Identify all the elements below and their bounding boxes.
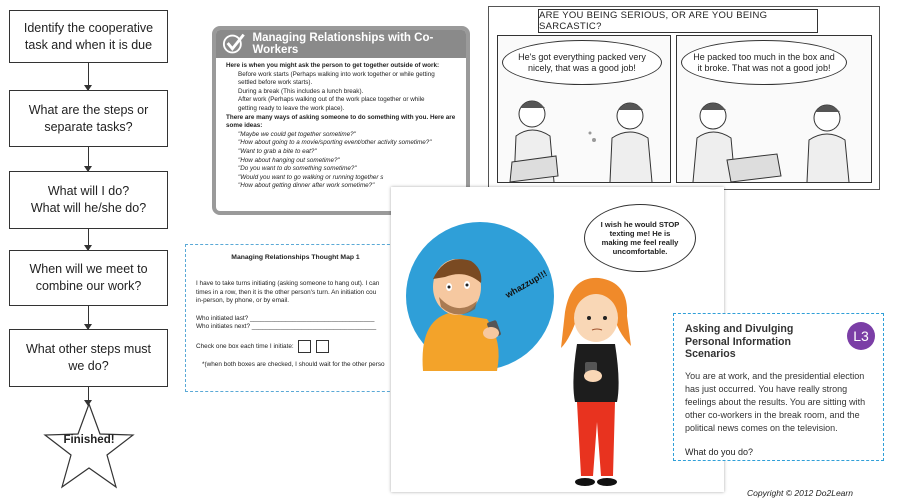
girl-texting-illustration	[551, 272, 641, 490]
speech-line-1: I wish he would STOP	[600, 219, 680, 229]
managing-card-header	[216, 30, 466, 58]
ways-heading: There are many ways of asking someone to do something with you. Here are	[226, 113, 456, 121]
bubble-right-line-2: it broke. That was not a good job!	[697, 62, 831, 73]
comic-bubble-right	[681, 40, 847, 85]
when-heading: Here is when you might ask the person to get together outside of work:	[226, 62, 440, 69]
initiate-checkbox-2[interactable]	[316, 340, 329, 353]
personal-info-scenario-card	[673, 313, 884, 461]
idea-item: "Would you want to go walking or running together s	[238, 173, 384, 181]
flow-arrow	[88, 306, 89, 329]
flow-arrow	[88, 147, 89, 171]
idea-item: "How about getting dinner after work sometime?"	[238, 182, 375, 190]
speech-line-4: uncomfortable.	[612, 247, 668, 257]
checkmark-icon	[222, 32, 247, 56]
scenario-title: Asking and Divulging Personal Information Scenarios	[685, 323, 794, 360]
flow-step-5-line-2: we do?	[68, 359, 109, 373]
finished-label: Finished!	[63, 434, 115, 446]
girl-speech-bubble	[584, 204, 696, 272]
managing-card-title: Managing Relationships with Co-Workers	[252, 32, 434, 56]
idea-item: "Maybe we could get together sometime?"	[238, 130, 356, 138]
flow-step-4-line-2: combine our work?	[35, 279, 142, 293]
idea-item: "How about hanging out sometime?"	[238, 156, 340, 164]
thought-map-intro: in-person, by phone, or by email.	[196, 297, 290, 305]
flow-step-5-line-1: What other steps must	[25, 342, 152, 356]
when-item: After work (Perhaps walking out of the work place together or while	[238, 96, 425, 104]
thought-map-title: Managing Relationships Thought Map 1	[231, 254, 360, 261]
thought-map-note: *(when both boxes are checked, I should wait for the other perso	[202, 361, 385, 369]
flow-step-1-line-2: task and when it is due	[24, 37, 153, 52]
thought-map-intro: I have to take turns initiating (asking someone to hang out). I can	[196, 280, 380, 288]
flow-arrow	[88, 63, 89, 90]
initiate-checkbox-1[interactable]	[298, 340, 311, 353]
check-label: Check one box each time I initiate:	[196, 343, 294, 351]
flow-step-2-line-2: separate tasks?	[44, 119, 133, 134]
flow-step-3	[9, 171, 168, 229]
bubble-left-line-2: nicely, that was a good job!	[528, 62, 636, 73]
idea-item: "How about going to a movie/sporting event/other activity sometime?"	[238, 139, 432, 147]
flow-step-3-line-1: What will I do?	[47, 184, 130, 198]
comic-bubble-left	[502, 40, 662, 85]
scenario-text: You are at work, and the presidential election has just occurred. You have really strong feelings about the results. You are sitting with other co-workers in the break room, and the political news comes on the television.	[685, 370, 866, 433]
flow-step-1	[9, 10, 168, 63]
whazzup-sound: whazzup!!!	[503, 268, 549, 300]
when-item: During a break (This includes a lunch break).	[238, 87, 364, 95]
boy-texting-illustration	[405, 221, 555, 371]
flow-step-1-line-1: Identify the cooperative	[23, 20, 154, 35]
flow-arrow	[88, 229, 89, 250]
flow-step-4	[9, 250, 168, 306]
bubble-right-line-1: He packed too much in the box and	[693, 51, 835, 62]
check-row	[196, 340, 395, 353]
when-item: Before work starts (Perhaps walking into work together or while getting	[238, 70, 435, 78]
speech-line-3: making me feel really	[601, 238, 679, 247]
flow-step-2-line-1: What are the steps or	[28, 102, 149, 117]
idea-item: "Do you want to do something sometime?"	[238, 165, 357, 173]
initiates-next-line: Who initiates next? ___________________________________	[196, 323, 377, 331]
speech-line-2: texting me! He is	[609, 228, 671, 238]
bubble-left-line-1: He's got everything packed very	[518, 51, 646, 62]
ways-heading-cont: some ideas:	[226, 122, 263, 130]
flow-step-5	[9, 329, 168, 387]
when-item: settled before work starts).	[238, 79, 313, 87]
initiated-last-line: Who initiated last? ___________________________________	[196, 314, 375, 322]
flow-step-3-line-2: What will he/she do?	[30, 201, 147, 215]
flow-step-2	[9, 90, 168, 147]
when-item: getting ready to leave the work place).	[238, 104, 345, 112]
finished-star	[42, 402, 136, 490]
scenario-question: What do you do?	[685, 446, 754, 457]
comic-title: ARE YOU BEING SERIOUS, OR ARE YOU BEING SARCASTIC?	[538, 9, 818, 33]
level-badge: L3	[847, 322, 875, 350]
thought-map-card	[185, 244, 400, 392]
idea-item: "Want to grab a bite to eat?"	[238, 147, 317, 155]
thought-map-intro: times in a row, then it is the other person's turn. An initiation cou	[196, 288, 377, 296]
flow-step-4-line-1: When will we meet to	[29, 262, 148, 276]
copyright-notice: Copyright © 2012 Do2Learn	[747, 488, 853, 498]
